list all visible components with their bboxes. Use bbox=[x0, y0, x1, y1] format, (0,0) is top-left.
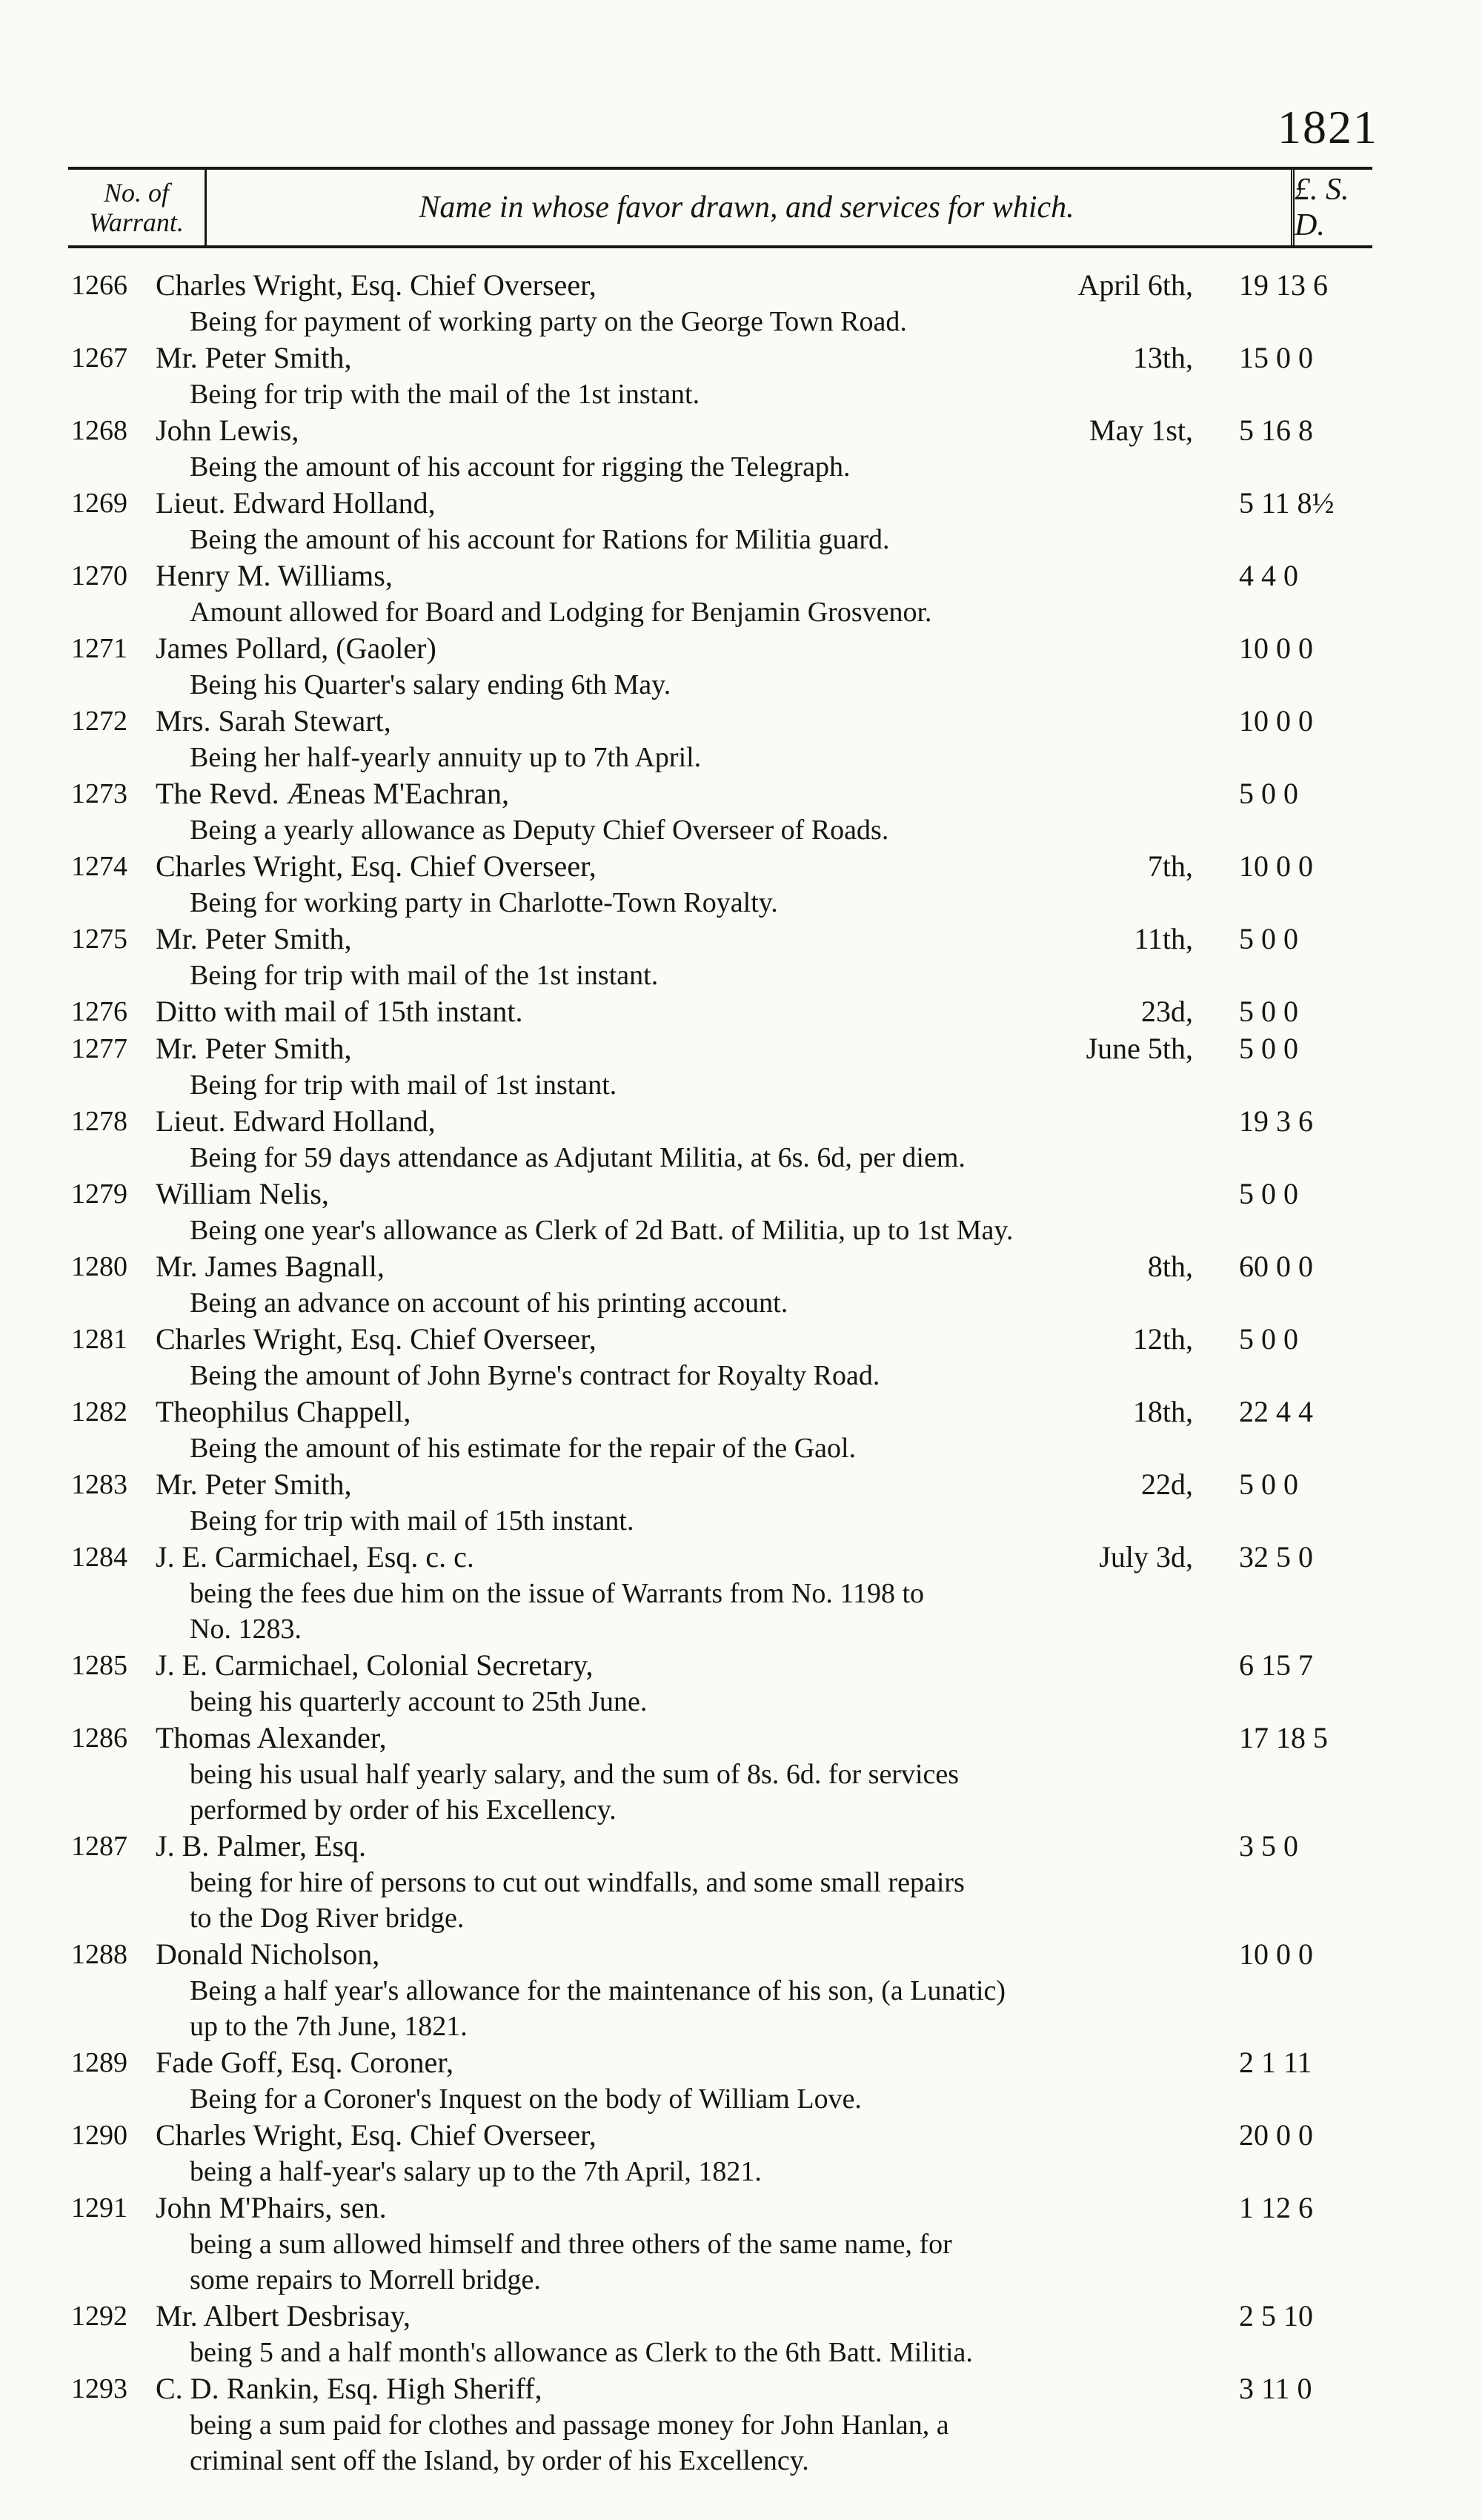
warrant-amount: 3 5 0 bbox=[1239, 1829, 1298, 1863]
warrant-number: 1293 bbox=[71, 2373, 127, 2404]
warrant-amount: 1 12 6 bbox=[1239, 2191, 1313, 2224]
warrant-entry bbox=[0, 1936, 1482, 2044]
payee-name: Henry M. Williams, bbox=[156, 559, 393, 592]
warrant-entry-head bbox=[0, 412, 1482, 449]
warrant-entry bbox=[0, 1176, 1482, 1248]
warrant-number: 1292 bbox=[71, 2301, 127, 2332]
warrant-entry bbox=[0, 2370, 1482, 2478]
warrant-date: 12th, bbox=[1132, 1322, 1193, 1356]
warrant-number: 1288 bbox=[71, 1939, 127, 1970]
warrant-number: 1267 bbox=[71, 342, 127, 374]
warrant-date: May 1st, bbox=[1089, 414, 1193, 447]
warrant-amount: 19 13 6 bbox=[1239, 268, 1328, 302]
service-description: being the fees due him on the issue of Warrants from No. 1198 to bbox=[190, 1578, 925, 1609]
warrant-date: 13th, bbox=[1132, 341, 1193, 374]
warrant-entry bbox=[0, 703, 1482, 775]
warrant-amount: 17 18 5 bbox=[1239, 1721, 1328, 1754]
service-description: Being for payment of working party on the George Town Road. bbox=[190, 306, 907, 337]
warrant-date: 8th, bbox=[1147, 1250, 1193, 1283]
warrant-amount: 2 5 10 bbox=[1239, 2299, 1313, 2332]
service-description: Being an advance on account of his printing account. bbox=[190, 1287, 788, 1319]
warrant-amount: 32 5 0 bbox=[1239, 1540, 1313, 1574]
warrant-entry-head bbox=[0, 993, 1482, 1030]
payee-name: Charles Wright, Esq. Chief Overseer, bbox=[156, 2118, 597, 2152]
header-warrant-line1: No. of bbox=[103, 178, 169, 208]
payee-name: Thomas Alexander, bbox=[156, 1721, 387, 1754]
warrant-entry-head bbox=[0, 1828, 1482, 1865]
warrant-entry-head bbox=[0, 1936, 1482, 1973]
warrant-date: 11th, bbox=[1134, 922, 1193, 955]
payee-name: Mr. Peter Smith, bbox=[156, 1032, 352, 1065]
payee-name: Lieut. Edward Holland, bbox=[156, 1104, 436, 1138]
service-description: being for hire of persons to cut out windfalls, and some small repairs bbox=[190, 1867, 965, 1898]
warrant-entry-head bbox=[0, 2044, 1482, 2081]
warrant-number: 1286 bbox=[71, 1722, 127, 1754]
warrant-entry bbox=[0, 1321, 1482, 1393]
service-description: Being the amount of his estimate for the repair of the Gaol. bbox=[190, 1433, 857, 1464]
warrant-number: 1276 bbox=[71, 996, 127, 1027]
warrant-number: 1289 bbox=[71, 2047, 127, 2078]
warrant-entry-head bbox=[0, 1103, 1482, 1140]
payee-name: Charles Wright, Esq. Chief Overseer, bbox=[156, 1322, 597, 1356]
warrant-entry-head bbox=[0, 2370, 1482, 2407]
warrant-entry-head bbox=[0, 2298, 1482, 2335]
payee-name: Mr. Albert Desbrisay, bbox=[156, 2299, 411, 2332]
warrant-amount: 6 15 7 bbox=[1239, 1648, 1313, 1682]
payee-name: Charles Wright, Esq. Chief Overseer, bbox=[156, 849, 597, 883]
header-name-services: Name in whose favor drawn, and services for which. bbox=[419, 190, 1074, 225]
warrant-number: 1290 bbox=[71, 2120, 127, 2151]
payee-name: C. D. Rankin, Esq. High Sheriff, bbox=[156, 2372, 542, 2405]
service-description: Being for working party in Charlotte-Town Royalty. bbox=[190, 887, 778, 918]
service-description: being his quarterly account to 25th June. bbox=[190, 1686, 648, 1717]
payee-name: Ditto with mail of 15th instant. bbox=[156, 995, 523, 1028]
payee-name: Fade Goff, Esq. Coroner, bbox=[156, 2046, 454, 2079]
payee-name: Donald Nicholson, bbox=[156, 1937, 380, 1971]
warrant-entry-head bbox=[0, 848, 1482, 885]
payee-name: Mr. James Bagnall, bbox=[156, 1250, 385, 1283]
warrant-entry bbox=[0, 557, 1482, 630]
payee-name: J. E. Carmichael, Colonial Secretary, bbox=[156, 1648, 594, 1682]
warrant-entry-head bbox=[0, 2189, 1482, 2226]
warrant-entry-head bbox=[0, 1321, 1482, 1358]
warrant-entry-head bbox=[0, 1176, 1482, 1213]
payee-name: John Lewis, bbox=[156, 414, 299, 447]
service-description: criminal sent off the Island, by order of his Excellency. bbox=[190, 2445, 809, 2476]
warrant-amount: 19 3 6 bbox=[1239, 1104, 1313, 1138]
warrant-entry-head bbox=[0, 1647, 1482, 1684]
payee-name: The Revd. Æneas M'Eachran, bbox=[156, 777, 510, 810]
page-year: 1821 bbox=[1277, 101, 1378, 153]
service-description: up to the 7th June, 1821. bbox=[190, 2011, 468, 2042]
warrant-entry-head bbox=[0, 775, 1482, 812]
warrant-entry-head bbox=[0, 1539, 1482, 1576]
warrant-entry bbox=[0, 848, 1482, 921]
payee-name: Mr. Peter Smith, bbox=[156, 922, 352, 955]
payee-name: J. B. Palmer, Esq. bbox=[156, 1829, 366, 1863]
warrant-entry bbox=[0, 485, 1482, 557]
warrant-entry bbox=[0, 630, 1482, 703]
warrant-date: April 6th, bbox=[1077, 268, 1193, 302]
service-description: Being the amount of his account for Rations for Militia guard. bbox=[190, 524, 890, 555]
service-description: Being for trip with mail of 15th instant. bbox=[190, 1505, 634, 1536]
warrant-date: 18th, bbox=[1132, 1395, 1193, 1428]
service-description: Being for trip with mail of 1st instant. bbox=[190, 1070, 617, 1101]
warrant-entry bbox=[0, 1393, 1482, 1466]
warrant-amount: 5 0 0 bbox=[1239, 995, 1298, 1028]
warrant-amount: 5 16 8 bbox=[1239, 414, 1313, 447]
warrant-number: 1271 bbox=[71, 633, 127, 664]
warrant-entry-head bbox=[0, 339, 1482, 377]
warrant-amount: 60 0 0 bbox=[1239, 1250, 1313, 1283]
header-warrant-line2: Warrant. bbox=[89, 208, 184, 237]
warrant-entry bbox=[0, 1030, 1482, 1103]
warrant-number: 1268 bbox=[71, 415, 127, 446]
service-description: Being her half-yearly annuity up to 7th April. bbox=[190, 742, 702, 773]
warrant-number: 1269 bbox=[71, 488, 127, 519]
warrant-number: 1270 bbox=[71, 560, 127, 591]
service-description: Amount allowed for Board and Lodging for Benjamin Grosvenor. bbox=[190, 597, 932, 628]
warrant-number: 1291 bbox=[71, 2192, 127, 2224]
warrant-entry bbox=[0, 1466, 1482, 1539]
warrant-entry bbox=[0, 1103, 1482, 1176]
warrant-amount: 4 4 0 bbox=[1239, 559, 1298, 592]
warrant-entry-head bbox=[0, 921, 1482, 958]
warrant-amount: 2 1 11 bbox=[1239, 2046, 1312, 2079]
warrant-date: July 3d, bbox=[1099, 1540, 1193, 1574]
payee-name: J. E. Carmichael, Esq. c. c. bbox=[156, 1540, 474, 1574]
warrant-entry bbox=[0, 412, 1482, 485]
service-description: Being the amount of John Byrne's contract for Royalty Road. bbox=[190, 1360, 880, 1391]
warrant-amount: 15 0 0 bbox=[1239, 341, 1313, 374]
service-description: Being for 59 days attendance as Adjutant Militia, at 6s. 6d, per diem. bbox=[190, 1142, 966, 1173]
warrant-amount: 10 0 0 bbox=[1239, 631, 1313, 665]
service-description: Being for trip with the mail of the 1st instant. bbox=[190, 379, 700, 410]
warrant-amount: 10 0 0 bbox=[1239, 849, 1313, 883]
payee-name: Mr. Peter Smith, bbox=[156, 341, 352, 374]
warrant-amount: 20 0 0 bbox=[1239, 2118, 1313, 2152]
warrant-amount: 22 4 4 bbox=[1239, 1395, 1313, 1428]
service-description: Being a half year's allowance for the maintenance of his son, (a Lunatic) bbox=[190, 1975, 1006, 2006]
warrant-number: 1281 bbox=[71, 1324, 127, 1355]
warrant-list bbox=[0, 267, 1482, 2478]
warrant-entry-head bbox=[0, 1248, 1482, 1285]
warrant-number: 1279 bbox=[71, 1178, 127, 1210]
warrant-entry-head bbox=[0, 703, 1482, 740]
warrant-entry bbox=[0, 1248, 1482, 1321]
warrant-number: 1266 bbox=[71, 270, 127, 301]
warrant-amount: 5 0 0 bbox=[1239, 1032, 1298, 1065]
warrant-amount: 5 0 0 bbox=[1239, 1468, 1298, 1501]
warrant-entry-head bbox=[0, 1466, 1482, 1503]
warrant-entry-head bbox=[0, 485, 1482, 522]
warrant-number: 1282 bbox=[71, 1396, 127, 1428]
warrant-entry bbox=[0, 993, 1482, 1030]
service-description: No. 1283. bbox=[190, 1614, 302, 1645]
warrant-amount: 5 0 0 bbox=[1239, 922, 1298, 955]
warrant-date: 23d, bbox=[1141, 995, 1193, 1028]
warrant-entry bbox=[0, 921, 1482, 993]
table-header bbox=[68, 167, 1372, 248]
service-description: Being for trip with mail of the 1st instant. bbox=[190, 960, 659, 991]
payee-name: James Pollard, (Gaoler) bbox=[156, 631, 436, 665]
warrant-entry-head bbox=[0, 630, 1482, 667]
warrant-number: 1277 bbox=[71, 1033, 127, 1064]
warrant-amount: 3 11 0 bbox=[1239, 2372, 1312, 2405]
service-description: Being a yearly allowance as Deputy Chief Overseer of Roads. bbox=[190, 815, 889, 846]
warrant-entry-head bbox=[0, 267, 1482, 304]
service-description: being his usual half yearly salary, and the sum of 8s. 6d. for services bbox=[190, 1759, 960, 1790]
payee-name: Lieut. Edward Holland, bbox=[156, 486, 436, 520]
warrant-entry bbox=[0, 1647, 1482, 1720]
service-description: performed by order of his Excellency. bbox=[190, 1794, 617, 1826]
warrant-entry bbox=[0, 775, 1482, 848]
service-description: Being the amount of his account for rigging the Telegraph. bbox=[190, 451, 851, 483]
warrant-entry bbox=[0, 2298, 1482, 2370]
warrant-number: 1280 bbox=[71, 1251, 127, 1282]
warrant-number: 1287 bbox=[71, 1831, 127, 1862]
warrant-date: 22d, bbox=[1141, 1468, 1193, 1501]
warrant-amount: 5 11 8½ bbox=[1239, 486, 1335, 520]
service-description: Being one year's allowance as Clerk of 2d Batt. of Militia, up to 1st May. bbox=[190, 1215, 1014, 1246]
warrant-amount: 5 0 0 bbox=[1239, 777, 1298, 810]
warrant-number: 1274 bbox=[71, 851, 127, 882]
warrant-entry-head bbox=[0, 1030, 1482, 1067]
warrant-entry bbox=[0, 339, 1482, 412]
warrant-entry bbox=[0, 2044, 1482, 2117]
service-description: being a half-year's salary up to the 7th April, 1821. bbox=[190, 2156, 762, 2187]
payee-name: Mrs. Sarah Stewart, bbox=[156, 704, 391, 737]
warrant-entry-head bbox=[0, 1393, 1482, 1430]
service-description: Being for a Coroner's Inquest on the body of William Love. bbox=[190, 2083, 862, 2115]
service-description: some repairs to Morrell bridge. bbox=[190, 2264, 541, 2295]
service-description: Being his Quarter's salary ending 6th May. bbox=[190, 669, 671, 700]
warrant-amount: 5 0 0 bbox=[1239, 1322, 1298, 1356]
warrant-number: 1278 bbox=[71, 1106, 127, 1137]
warrant-entry-head bbox=[0, 2117, 1482, 2154]
payee-name: John M'Phairs, sen. bbox=[156, 2191, 387, 2224]
warrant-amount: 10 0 0 bbox=[1239, 1937, 1313, 1971]
service-description: being a sum allowed himself and three others of the same name, for bbox=[190, 2229, 952, 2260]
warrant-entry-head bbox=[0, 557, 1482, 594]
warrant-number: 1273 bbox=[71, 778, 127, 809]
warrant-date: June 5th, bbox=[1086, 1032, 1193, 1065]
header-warrant-number bbox=[68, 170, 207, 245]
payee-name: Mr. Peter Smith, bbox=[156, 1468, 352, 1501]
payee-name: William Nelis, bbox=[156, 1177, 329, 1210]
warrant-entry bbox=[0, 1720, 1482, 1828]
payee-name: Charles Wright, Esq. Chief Overseer, bbox=[156, 268, 597, 302]
warrant-amount: 5 0 0 bbox=[1239, 1177, 1298, 1210]
warrant-number: 1285 bbox=[71, 1650, 127, 1681]
warrant-amount: 10 0 0 bbox=[1239, 704, 1313, 737]
warrant-entry bbox=[0, 1828, 1482, 1936]
header-lsd: £. S. D. bbox=[1291, 170, 1376, 245]
warrant-entry bbox=[0, 2117, 1482, 2189]
warrant-number: 1284 bbox=[71, 1542, 127, 1573]
warrant-entry bbox=[0, 267, 1482, 339]
warrant-date: 7th, bbox=[1147, 849, 1193, 883]
warrant-entry bbox=[0, 1539, 1482, 1647]
warrant-entry-head bbox=[0, 1720, 1482, 1757]
service-description: being 5 and a half month's allowance as Clerk to the 6th Batt. Militia. bbox=[190, 2337, 973, 2368]
warrant-entry bbox=[0, 2189, 1482, 2298]
warrant-number: 1283 bbox=[71, 1469, 127, 1500]
service-description: to the Dog River bridge. bbox=[190, 1903, 465, 1934]
warrant-number: 1272 bbox=[71, 706, 127, 737]
warrant-number: 1275 bbox=[71, 924, 127, 955]
payee-name: Theophilus Chappell, bbox=[156, 1395, 411, 1428]
service-description: being a sum paid for clothes and passage money for John Hanlan, a bbox=[190, 2410, 949, 2441]
